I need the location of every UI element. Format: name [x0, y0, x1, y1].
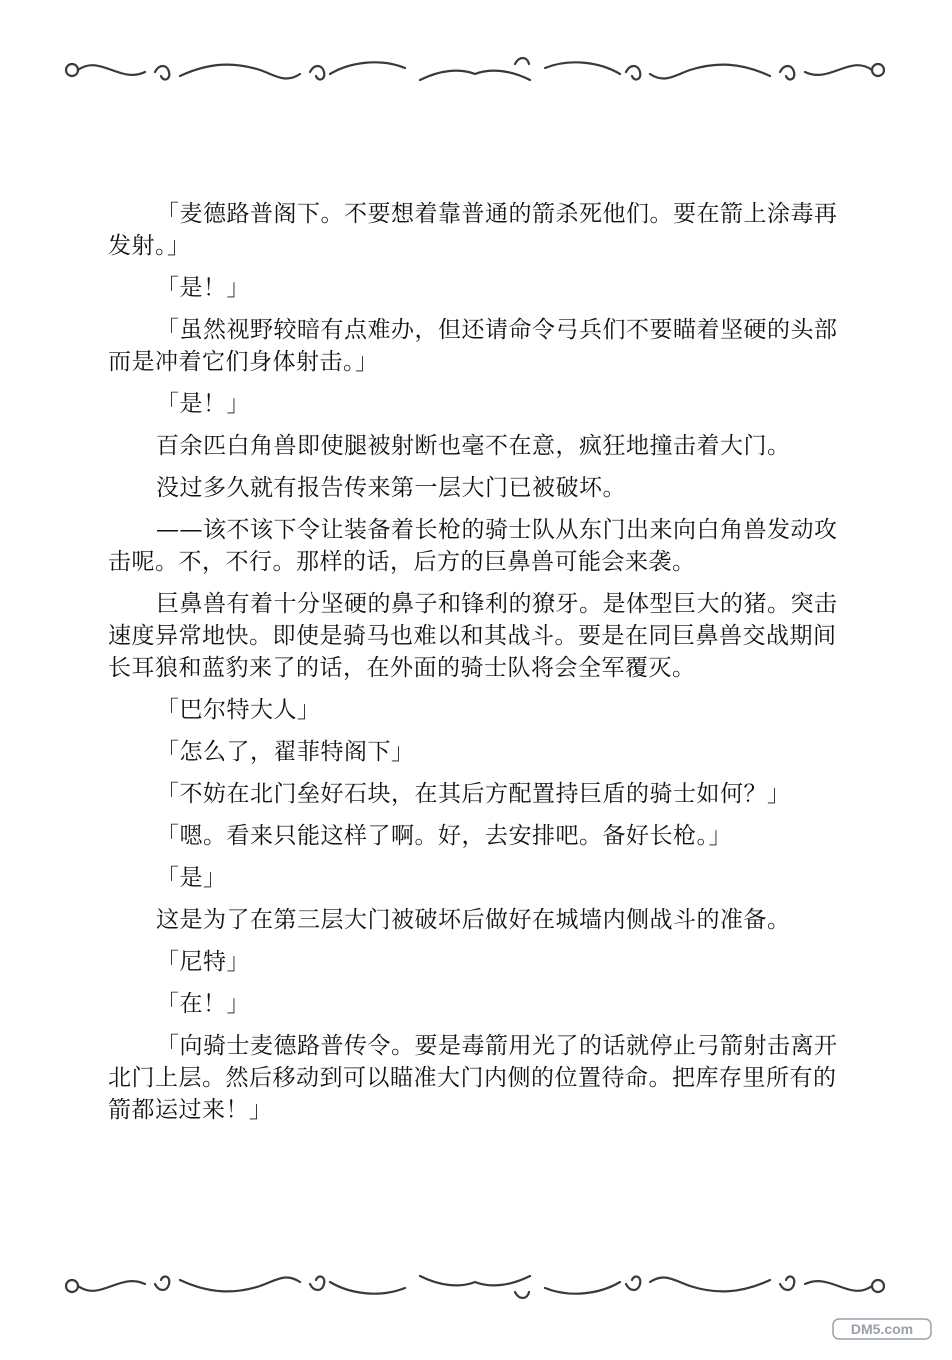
paragraph: ——该不该下令让装备着长枪的骑士队从东门出来向白角兽发动攻击呢。不，不行。那样的话，后方的巨鼻兽可能会来袭。 [108, 517, 838, 575]
paragraph: 「向骑士麦德路普传令。要是毒箭用光了的话就停止弓箭射击离开北门上层。然后移动到可以瞄准大门内侧的位置待命。把库存里所有的箭都运过来！」 [108, 1033, 838, 1123]
top-border-ornament [60, 44, 890, 104]
bottom-border-ornament [60, 1256, 890, 1316]
page-text [108, 198, 848, 1136]
paragraph: 「嗯。看来只能这样了啊。好，去安排吧。备好长枪。」 [156, 823, 732, 849]
paragraph: 「怎么了，翟菲特阁下」 [156, 739, 415, 765]
paragraph: 没过多久就有报告传来第一层大门已被破坏。 [156, 475, 626, 501]
paragraph: 「是！」 [156, 275, 250, 301]
paragraph: 百余匹白角兽即使腿被射断也毫不在意，疯狂地撞击着大门。 [156, 433, 791, 459]
paragraph: 「虽然视野较暗有点难办，但还请命令弓兵们不要瞄着坚硬的头部而是冲着它们身体射击。」 [108, 317, 838, 375]
paragraph: 「巴尔特大人」 [156, 697, 321, 723]
paragraph: 巨鼻兽有着十分坚硬的鼻子和锋利的獠牙。是体型巨大的猪。突击速度异常地快。即使是骑马也难以和其战斗。要是在同巨鼻兽交战期间长耳狼和蓝豹来了的话，在外面的骑士队将会全军覆灭。 [108, 591, 838, 681]
paragraph: 「是！」 [156, 391, 250, 417]
watermark-text: DM5.com [850, 1321, 914, 1337]
paragraph: 「不妨在北门垒好石块，在其后方配置持巨盾的骑士如何？」 [156, 781, 791, 807]
paragraph: 「尼特」 [156, 949, 250, 975]
paragraph: 「是」 [156, 865, 227, 891]
paragraph: 这是为了在第三层大门被破坏后做好在城墙内侧战斗的准备。 [156, 907, 791, 933]
dm5-watermark-logo [832, 1316, 932, 1342]
paragraph: 「麦德路普阁下。不要想着靠普通的箭杀死他们。要在箭上涂毒再发射。」 [108, 201, 838, 259]
paragraph: 「在！」 [156, 991, 250, 1017]
